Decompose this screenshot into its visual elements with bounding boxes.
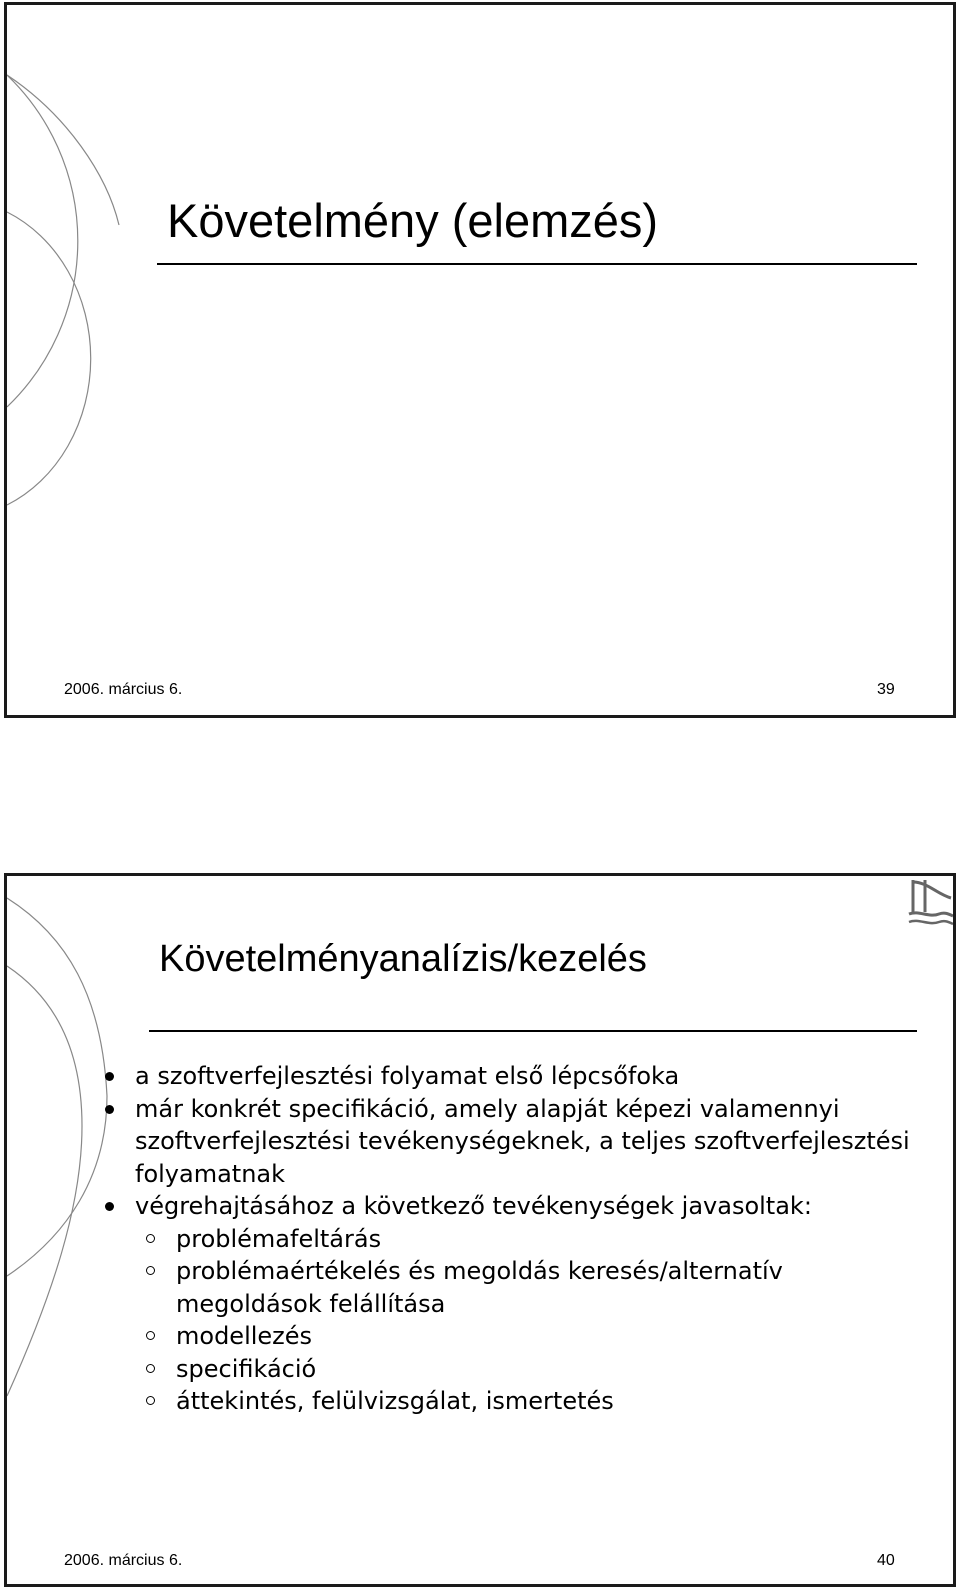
sub-bullet-icon [146,1331,155,1340]
page-number: 39 [877,681,895,698]
decorative-arc-top [7,75,119,225]
bullet-text: végrehajtásához a következő tevékenységek javasoltak: [135,1192,812,1220]
sub-list-item [105,1320,925,1353]
decorative-arc-outer [7,75,78,407]
decorative-arc-inner [7,966,82,1396]
bridge-logo-icon [907,876,953,932]
bullet-icon [105,1072,114,1081]
title-divider [149,1030,917,1032]
sub-bullet-text: modellezés [176,1322,313,1350]
footer-date: 2006. március 6. [64,681,183,698]
title-divider [157,263,917,265]
bullet-text: már konkrét specifikáció, amely alapját képezi valamennyi szoftverfejlesztési tevékenységeknek, a teljes szoftverfejlesztési folyamatnak [135,1094,918,1188]
decorative-arcs [7,5,207,718]
sub-list-item [105,1385,925,1418]
sub-bullet-icon [146,1266,155,1275]
sub-bullet-text: specifikáció [176,1354,317,1383]
sub-list-item [105,1353,925,1386]
sub-bullet-icon [146,1234,155,1243]
decorative-arc-inner [7,212,91,505]
bullet-text: a szoftverfejlesztési folyamat első lépcsőfoka [135,1062,680,1090]
list-item [105,1093,925,1191]
footer-date: 2006. március 6. [64,1552,183,1569]
slide-40 [4,873,956,1587]
sub-bullet-text: áttekintés, felülvizsgálat, ismertetés [176,1387,614,1415]
list-item [105,1060,925,1093]
slide-title: Követelményanalízis/kezelés [159,938,647,980]
page-number: 40 [877,1552,895,1569]
sub-list-item [105,1255,925,1320]
sub-bullet-text: problémafeltárás [176,1224,382,1253]
bullet-icon [105,1202,114,1211]
list-item [105,1190,925,1418]
sub-bullet-text: problémaértékelés és megoldás keresés/alternatív megoldások felállítása [176,1257,783,1318]
sub-bullet-icon [146,1364,155,1373]
decorative-arc-outer [7,898,107,1276]
bullet-icon [105,1105,114,1114]
slide-title: Követelmény (elemzés) [167,194,659,247]
bullet-list [105,1060,925,1418]
slide-39 [4,2,956,718]
sub-bullet-icon [146,1396,155,1405]
sub-list-item [105,1223,925,1256]
